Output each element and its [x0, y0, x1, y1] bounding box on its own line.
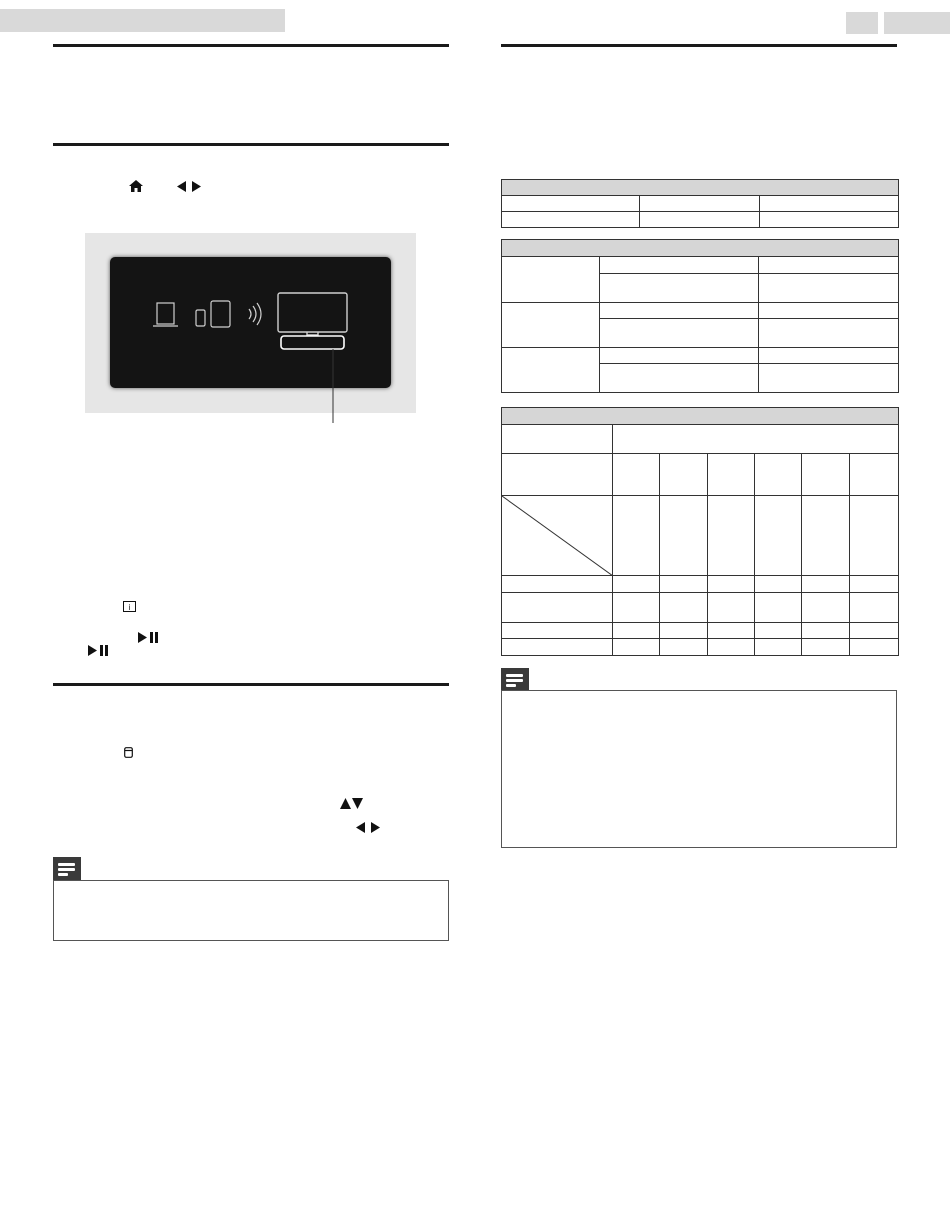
table-row: [502, 196, 899, 212]
table-header-cell: [502, 408, 899, 425]
note-box-left: [53, 880, 449, 941]
header-tab-2: [884, 12, 950, 34]
table-cell: [613, 425, 899, 454]
up-down-arrows-icon: [340, 798, 363, 812]
table-cell: [850, 593, 899, 623]
phone-icon: [196, 310, 205, 326]
table-cell: [660, 593, 708, 623]
table-cell: [660, 576, 708, 593]
play-pause-icon-2: [88, 645, 110, 659]
table-header-cell: [502, 180, 899, 196]
options-icon: [124, 747, 133, 761]
table-cell: [600, 348, 759, 364]
table-cell: [755, 593, 802, 623]
table-row: [502, 425, 899, 454]
table-cell: [755, 454, 802, 496]
table-row: [502, 303, 899, 319]
svg-text:i: i: [128, 603, 131, 612]
table-cell: [760, 212, 899, 228]
table-cell: [850, 623, 899, 639]
table-cell: [502, 303, 600, 348]
table-row: [502, 639, 899, 656]
table-row: [502, 623, 899, 639]
section-rule-3: [53, 683, 449, 686]
table-cell: [502, 639, 613, 656]
table-header-row: [502, 180, 899, 196]
table-cell: [760, 196, 899, 212]
table-cell: [502, 212, 640, 228]
table-header-cell: [502, 240, 899, 257]
table-cell: [802, 454, 850, 496]
table-cell: [660, 639, 708, 656]
left-right-arrows-icon: [177, 181, 201, 195]
table-cell: [600, 303, 759, 319]
table-header-row: [502, 240, 899, 257]
spec-table-1: [501, 179, 899, 228]
note-icon: [53, 857, 81, 881]
table-cell: [759, 257, 899, 274]
home-icon: [129, 180, 143, 194]
table-cell: [600, 257, 759, 274]
table-cell: [600, 364, 759, 393]
table-cell: [660, 623, 708, 639]
tv-stand-highlight: [281, 336, 344, 349]
table-cell: [613, 639, 660, 656]
table-cell: [640, 196, 760, 212]
wireless-signal-icon: [249, 303, 261, 325]
table-cell: [755, 496, 802, 576]
info-icon: [123, 601, 136, 615]
table-cell: [613, 576, 660, 593]
table-cell: [613, 496, 660, 576]
table-cell: [850, 639, 899, 656]
table-cell: [502, 196, 640, 212]
table-row: [502, 593, 899, 623]
table-cell: [502, 257, 600, 303]
header-tab-1: [846, 12, 878, 34]
table-cell: [759, 364, 899, 393]
table-cell: [755, 576, 802, 593]
table-cell: [613, 454, 660, 496]
laptop-icon: [153, 303, 178, 326]
play-pause-icon: [138, 632, 160, 646]
table-cell: [600, 274, 759, 303]
table-row: [502, 454, 899, 496]
header-left-bar: [0, 9, 285, 32]
illustration-icons: [85, 233, 416, 433]
table-cell: [802, 639, 850, 656]
table-cell: [759, 319, 899, 348]
table-cell: [759, 274, 899, 303]
table-cell: [660, 454, 708, 496]
table-cell: [502, 454, 613, 496]
table-cell: [802, 576, 850, 593]
table-cell: [613, 593, 660, 623]
table-cell: [850, 454, 899, 496]
note-icon-right: [501, 668, 529, 691]
table-cell: [708, 576, 755, 593]
table-row: [502, 212, 899, 228]
table-row: [502, 576, 899, 593]
tv-icon: [278, 293, 347, 335]
table-cell: [502, 623, 613, 639]
table-cell: [708, 593, 755, 623]
table-cell: [502, 348, 600, 393]
table-cell: [802, 593, 850, 623]
table-cell: [502, 576, 613, 593]
note-box-right: [501, 690, 897, 848]
section-rule-2: [53, 143, 449, 146]
table-cell: [759, 348, 899, 364]
table-row: [502, 348, 899, 364]
table-cell: [755, 623, 802, 639]
table-cell: [502, 593, 613, 623]
table-cell: [660, 496, 708, 576]
diagonal-line: [502, 496, 613, 576]
table-cell: [802, 496, 850, 576]
section-rule-right: [501, 44, 897, 47]
table-cell: [708, 639, 755, 656]
table-cell: [850, 496, 899, 576]
table-cell: [708, 454, 755, 496]
table-row: [502, 496, 899, 576]
table-cell: [802, 623, 850, 639]
table-cell: [502, 425, 613, 454]
table-cell: [850, 576, 899, 593]
left-right-arrows-icon-2: [356, 822, 380, 836]
section-rule-1: [53, 44, 449, 47]
table-cell: [640, 212, 760, 228]
table-cell: [759, 303, 899, 319]
table-cell: [708, 623, 755, 639]
table-cell: [613, 623, 660, 639]
spec-table-3: [501, 407, 899, 656]
table-header-row: [502, 408, 899, 425]
spec-table-2: [501, 239, 899, 393]
table-cell: [708, 496, 755, 576]
tablet-icon: [211, 301, 230, 327]
table-cell: [755, 639, 802, 656]
table-row: [502, 257, 899, 274]
table-cell: [600, 319, 759, 348]
diagonal-header-cell: [502, 496, 613, 576]
